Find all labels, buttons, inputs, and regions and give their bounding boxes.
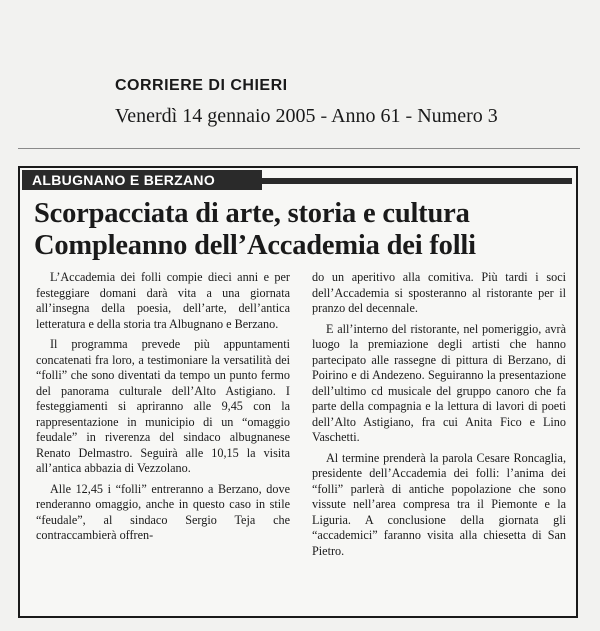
section-rule <box>262 178 572 184</box>
paragraph: Il programma prevede più appuntamenti concatenati fra loro, a testimoniare la versatilità dei “folli” che sono diventati da tempo un punto fermo del panorama culturale dell’Alto Astigiano. I festeggiamenti si apriranno alle 9,45 con la rappresentazione in municipio di un “omaggio feudale” in riverenza del sindaco albugnanese Renato Delmastro. Seguirà alle 10,15 la visita all’antica abbazia di Vezzolano. <box>36 337 290 475</box>
headline-line-1: Scorpacciata di arte, storia e cultura <box>34 198 470 229</box>
article-column-2 <box>312 270 566 564</box>
issue-number: Numero 3 <box>417 105 498 127</box>
masthead-rule <box>18 148 580 149</box>
paragraph: L’Accademia dei folli compie dieci anni e per festeggiare domani darà vita a una giornata all’insegna della poesia, dell’arte, dell’antica letteratura e della storia tra Albugnano e Berzano. <box>36 270 290 331</box>
paragraph: Alle 12,45 i “folli” entreranno a Berzano, dove renderanno omaggio, anche in questo caso in stile “feudale”, al sindaco Sergio Teja che contraccambierà offren- <box>36 481 290 542</box>
paragraph: E all’interno del ristorante, nel pomeriggio, avrà luogo la premiazione degli artisti che hanno partecipato alle rassegne di pittura di Berzano, di Poirino e di Andezeno. Seguiranno la presentazione dell’ultimo cd musicale del gruppo canoro che fa parte della compagnia e la lettura di lavori di poeti dell’Alto Astigiano, fra cui Anita Fico e Lino Vaschetti. <box>312 321 566 444</box>
issue-year: Anno 61 <box>331 105 401 127</box>
article-headline <box>34 198 574 262</box>
article-column-1 <box>36 270 290 564</box>
article-clipping <box>18 166 578 618</box>
issue-line <box>115 104 578 128</box>
masthead <box>18 76 578 128</box>
newspaper-name: CORRIERE DI CHIERI <box>115 77 288 94</box>
issue-separator-2: - <box>405 105 413 127</box>
article-body <box>36 270 566 564</box>
paragraph: do un aperitivo alla comitiva. Più tardi i soci dell’Accademia si sposteranno al ristorante per il pranzo del decennale. <box>312 270 566 315</box>
issue-date: Venerdì 14 gennaio 2005 <box>115 105 316 127</box>
issue-separator: - <box>320 105 328 127</box>
paragraph: Al termine prenderà la parola Cesare Roncaglia, presidente dell’Accademia dei folli: l’anima dei “folli” parlerà di antiche popolazione che sono vissute nell’area compresa tra il Piemonte e la Liguria. A conclusione della giornata gli “accademici” faranno visita alla chiesetta di San Pietro. <box>312 450 566 558</box>
headline-line-2: Compleanno dell’Accademia dei folli <box>34 230 476 261</box>
section-label: ALBUGNANO E BERZANO <box>22 170 262 190</box>
